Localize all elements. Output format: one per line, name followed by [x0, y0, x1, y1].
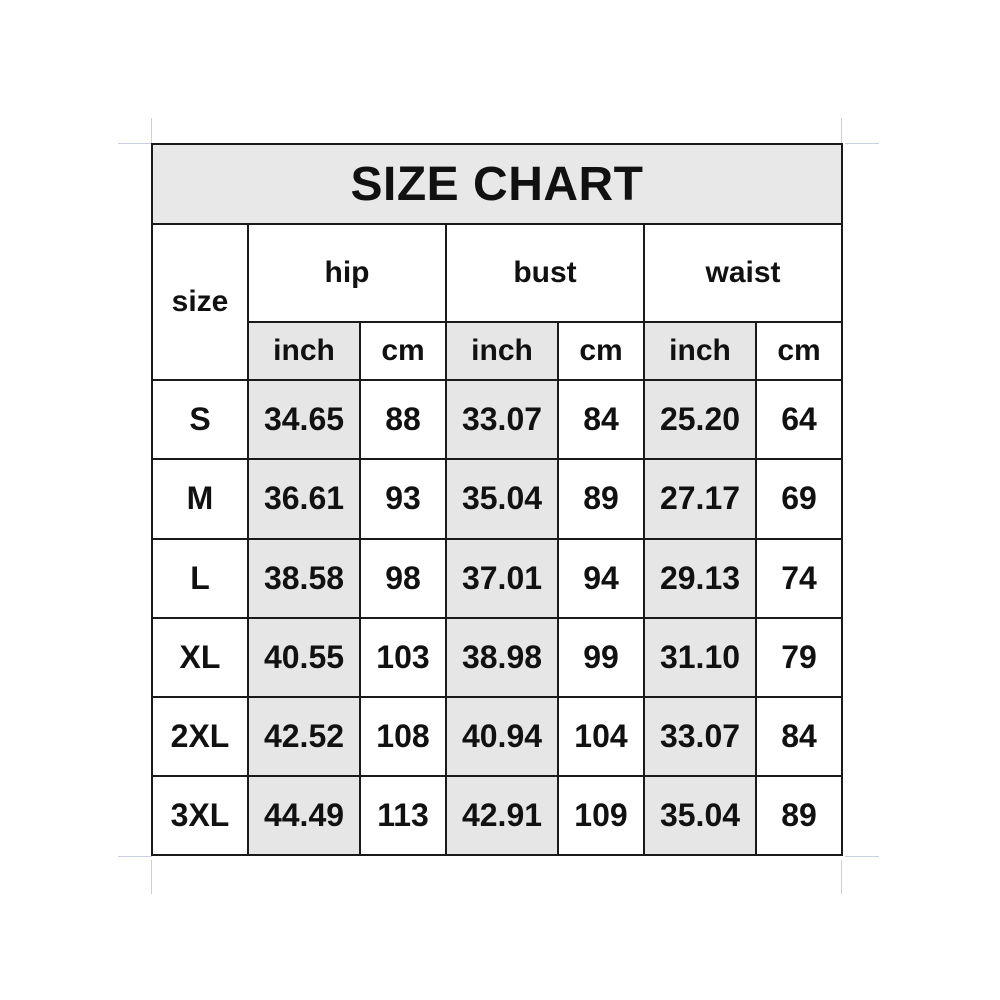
crop-mark	[151, 860, 152, 894]
measurement-cell: 104	[558, 697, 644, 776]
size-label: S	[152, 380, 248, 459]
table-row	[152, 618, 842, 697]
size-label: L	[152, 539, 248, 618]
table-row	[152, 459, 842, 538]
measurement-cell: 74	[756, 539, 842, 618]
measurement-cell: 98	[360, 539, 446, 618]
measurement-cell: 69	[756, 459, 842, 538]
measurement-cell: 103	[360, 618, 446, 697]
measurement-cell: 94	[558, 539, 644, 618]
unit-header: inch	[446, 322, 558, 380]
table-row	[152, 539, 842, 618]
measurement-cell: 25.20	[644, 380, 756, 459]
unit-header: cm	[558, 322, 644, 380]
crop-mark	[845, 143, 879, 144]
measurement-cell: 35.04	[446, 459, 558, 538]
measurement-cell: 44.49	[248, 776, 360, 855]
crop-mark	[841, 860, 842, 894]
measurement-cell: 79	[756, 618, 842, 697]
unit-header-row	[152, 322, 842, 380]
measurement-cell: 40.94	[446, 697, 558, 776]
unit-header: cm	[756, 322, 842, 380]
measurement-cell: 36.61	[248, 459, 360, 538]
group-header-bust: bust	[446, 224, 644, 322]
measurement-cell: 42.52	[248, 697, 360, 776]
crop-mark	[845, 856, 879, 857]
size-column-header: size	[152, 224, 248, 380]
table-row	[152, 697, 842, 776]
measurement-cell: 42.91	[446, 776, 558, 855]
measurement-cell: 108	[360, 697, 446, 776]
unit-header: inch	[248, 322, 360, 380]
size-chart-table	[151, 143, 843, 856]
measurement-cell: 31.10	[644, 618, 756, 697]
measurement-cell: 109	[558, 776, 644, 855]
measurement-cell: 35.04	[644, 776, 756, 855]
measurement-cell: 33.07	[644, 697, 756, 776]
measurement-cell: 34.65	[248, 380, 360, 459]
measurement-cell: 29.13	[644, 539, 756, 618]
measurement-cell: 89	[756, 776, 842, 855]
measurement-cell: 88	[360, 380, 446, 459]
table-row	[152, 776, 842, 855]
measurement-cell: 27.17	[644, 459, 756, 538]
title-row	[152, 144, 842, 224]
measurement-cell: 113	[360, 776, 446, 855]
group-header-row	[152, 224, 842, 322]
size-label: 2XL	[152, 697, 248, 776]
measurement-cell: 89	[558, 459, 644, 538]
group-header-hip: hip	[248, 224, 446, 322]
measurement-cell: 38.98	[446, 618, 558, 697]
measurement-cell: 37.01	[446, 539, 558, 618]
size-label: M	[152, 459, 248, 538]
size-label: 3XL	[152, 776, 248, 855]
chart-title: SIZE CHART	[152, 144, 842, 224]
measurement-cell: 84	[756, 697, 842, 776]
measurement-cell: 84	[558, 380, 644, 459]
unit-header: inch	[644, 322, 756, 380]
size-rows	[152, 380, 842, 855]
measurement-cell: 99	[558, 618, 644, 697]
measurement-cell: 64	[756, 380, 842, 459]
crop-mark	[118, 856, 152, 857]
unit-header: cm	[360, 322, 446, 380]
measurement-cell: 33.07	[446, 380, 558, 459]
group-header-waist: waist	[644, 224, 842, 322]
crop-mark	[118, 143, 152, 144]
table-row	[152, 380, 842, 459]
measurement-cell: 38.58	[248, 539, 360, 618]
size-label: XL	[152, 618, 248, 697]
measurement-cell: 40.55	[248, 618, 360, 697]
measurement-cell: 93	[360, 459, 446, 538]
